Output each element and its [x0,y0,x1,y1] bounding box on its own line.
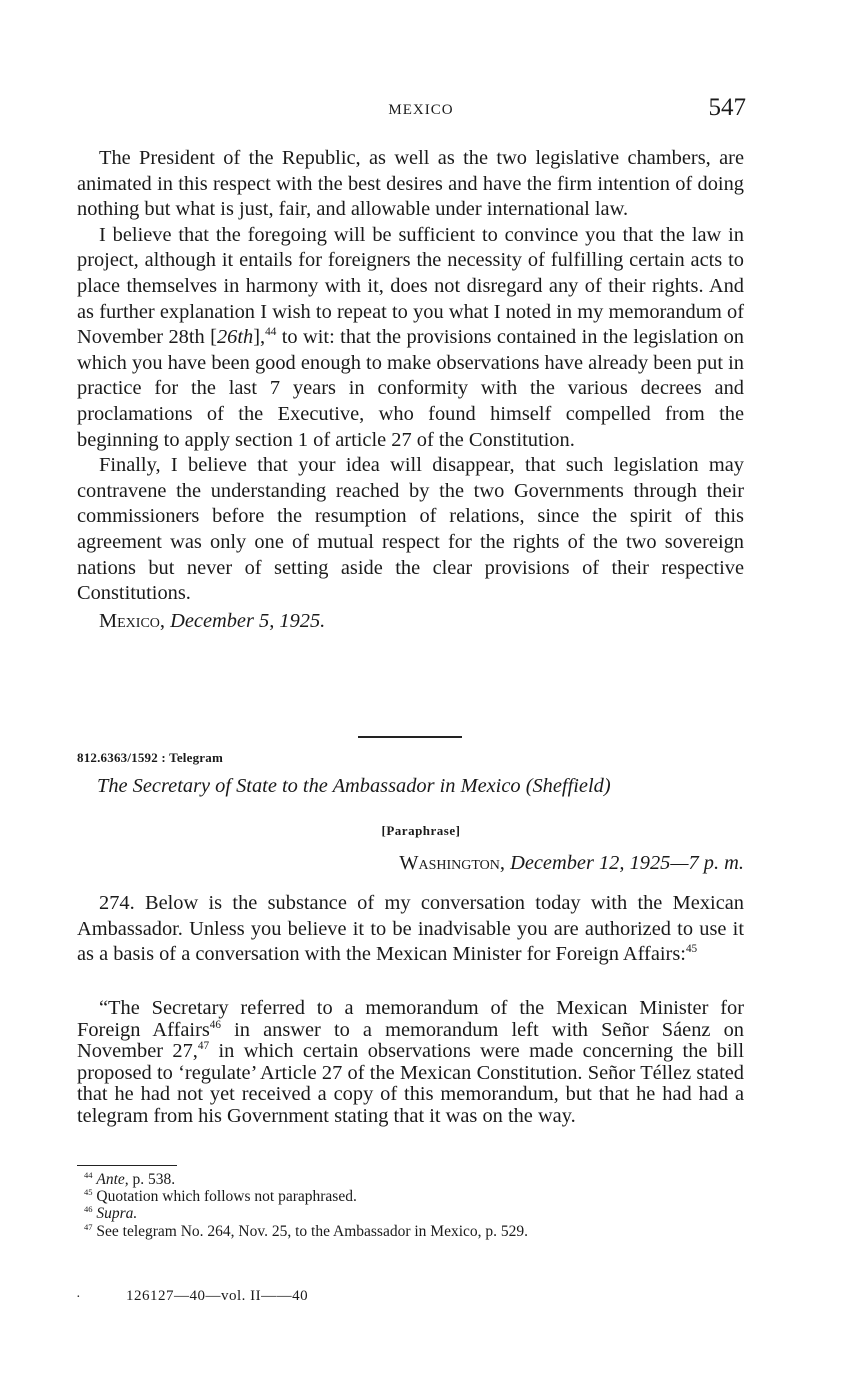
footnote-45 [84,1188,528,1205]
footnote-italic: Ante, [96,1171,129,1188]
section-divider [358,736,462,738]
memo-date: December 5, 1925. [170,609,326,632]
document-title-close: ) [603,775,611,797]
footnote-47 [84,1223,528,1240]
quote-text-a: “The Secretary referred to a memorandum of the Mexican Minister for Foreign Affairs [77,997,744,1041]
document-title [97,775,611,798]
telegram-paragraph-1-text: 274. Below is the substance of my conversation today with the Mexican Ambassador. Unless you believe it to be inadvisable you are authorized to use it as a basis of a conversation with the Mexican Minister for Foreign Affairs: [77,892,744,966]
footnotes [84,1171,528,1240]
footnote-ref-44: 44 [265,326,277,339]
memo-paragraph-2 [77,223,744,453]
footnote-ref-46: 46 [209,1018,222,1031]
footnote-text: p. 538. [128,1171,176,1188]
footnote-text: Quotation which follows not paraphrased. [96,1188,357,1206]
memo-signoff [77,609,744,635]
dateline [399,852,744,875]
quote-text-b: in answer to a memorandum left with Señor Sáenz on November 27, [77,1018,744,1063]
footnote-mark: 47 [84,1221,93,1232]
telegram-paragraph-1 [77,891,744,968]
footnote-mark: 46 [84,1204,93,1215]
memo-paragraph-2-text-a: I believe that the foregoing will be sufficient to convince you that the law in project, although it entails for foreigners the necessity of fulfilling certain acts to place themselves in harmony with it, does not disregard any of their rights. And as further explanation I wish to repeat to you what I noted in my memorandum of November 28th [ [77,223,744,349]
footnote-italic: Supra. [96,1205,138,1223]
footnote-ref-47: 47 [197,1040,210,1053]
footnote-ref-45: 45 [685,943,698,956]
quote-text-c: in which certain observations were made concerning the bill proposed to ‘regulate’ Article 27 of the Mexican Constitution. Señor Téllez stated that he had not yet received a copy of this memorandum, but that he had had a telegram from his Government stating that it was on the way. [77,1040,744,1127]
printer-mark: 126127—40—vol. II——40 [126,1288,309,1304]
page-number: 547 [708,94,746,121]
memo-paragraph-2-text-b: ], [253,326,266,349]
telegram-body [77,891,744,968]
footnote-44 [84,1171,528,1188]
memo-place: Mexico, [99,609,166,632]
print-speck: · [76,1290,81,1305]
dateline-place: Washington, [399,852,505,874]
file-reference: 812.6363/1592 : Telegram [77,750,223,765]
memo-paragraph-1: The President of the Republic, as well as the two legislative chambers, are animated in this respect with the best desires and have the firm intention of doing nothing but what is just, fair, and allowable under international law. [77,147,744,221]
footnote-rule [77,1165,177,1166]
running-title: MEXICO [388,102,454,118]
corrected-date: 26th [216,326,254,349]
quoted-paragraph [77,998,744,1128]
footnote-46 [84,1205,528,1222]
document-title-name: Sheffield [532,775,604,797]
memorandum-body [77,146,744,634]
footnote-text: See telegram No. 264, Nov. 25, to the Ambassador in Mexico, p. 529. [96,1222,529,1240]
document-title-text: The Secretary of State to the Ambassador in Mexico ( [97,775,533,797]
footnote-mark: 45 [84,1187,93,1198]
paraphrase-label: [Paraphrase] [381,823,461,838]
footnote-mark: 44 [84,1169,93,1180]
memo-paragraph-3: Finally, I believe that your idea will disappear, that such legislation may contravene the understanding reached by the two Governments through their commissioners before the resumption of relations, since the spirit of this agreement was only one of mutual respect for the rights of the two sovereign nations but never of setting aside the clear provisions of their respective Constitutions. [77,454,744,605]
memo-paragraph-2-text-c: to wit: that the provisions contained in the legislation on which you have been good enough to make observations have already been put in practice for the last 7 years in conformity with the various decrees and proclamations of the Executive, who found himself compelled from the beginning to apply section 1 of article 27 of the Constitution. [77,326,744,451]
dateline-date: December 12, 1925—7 p. m. [510,852,744,874]
